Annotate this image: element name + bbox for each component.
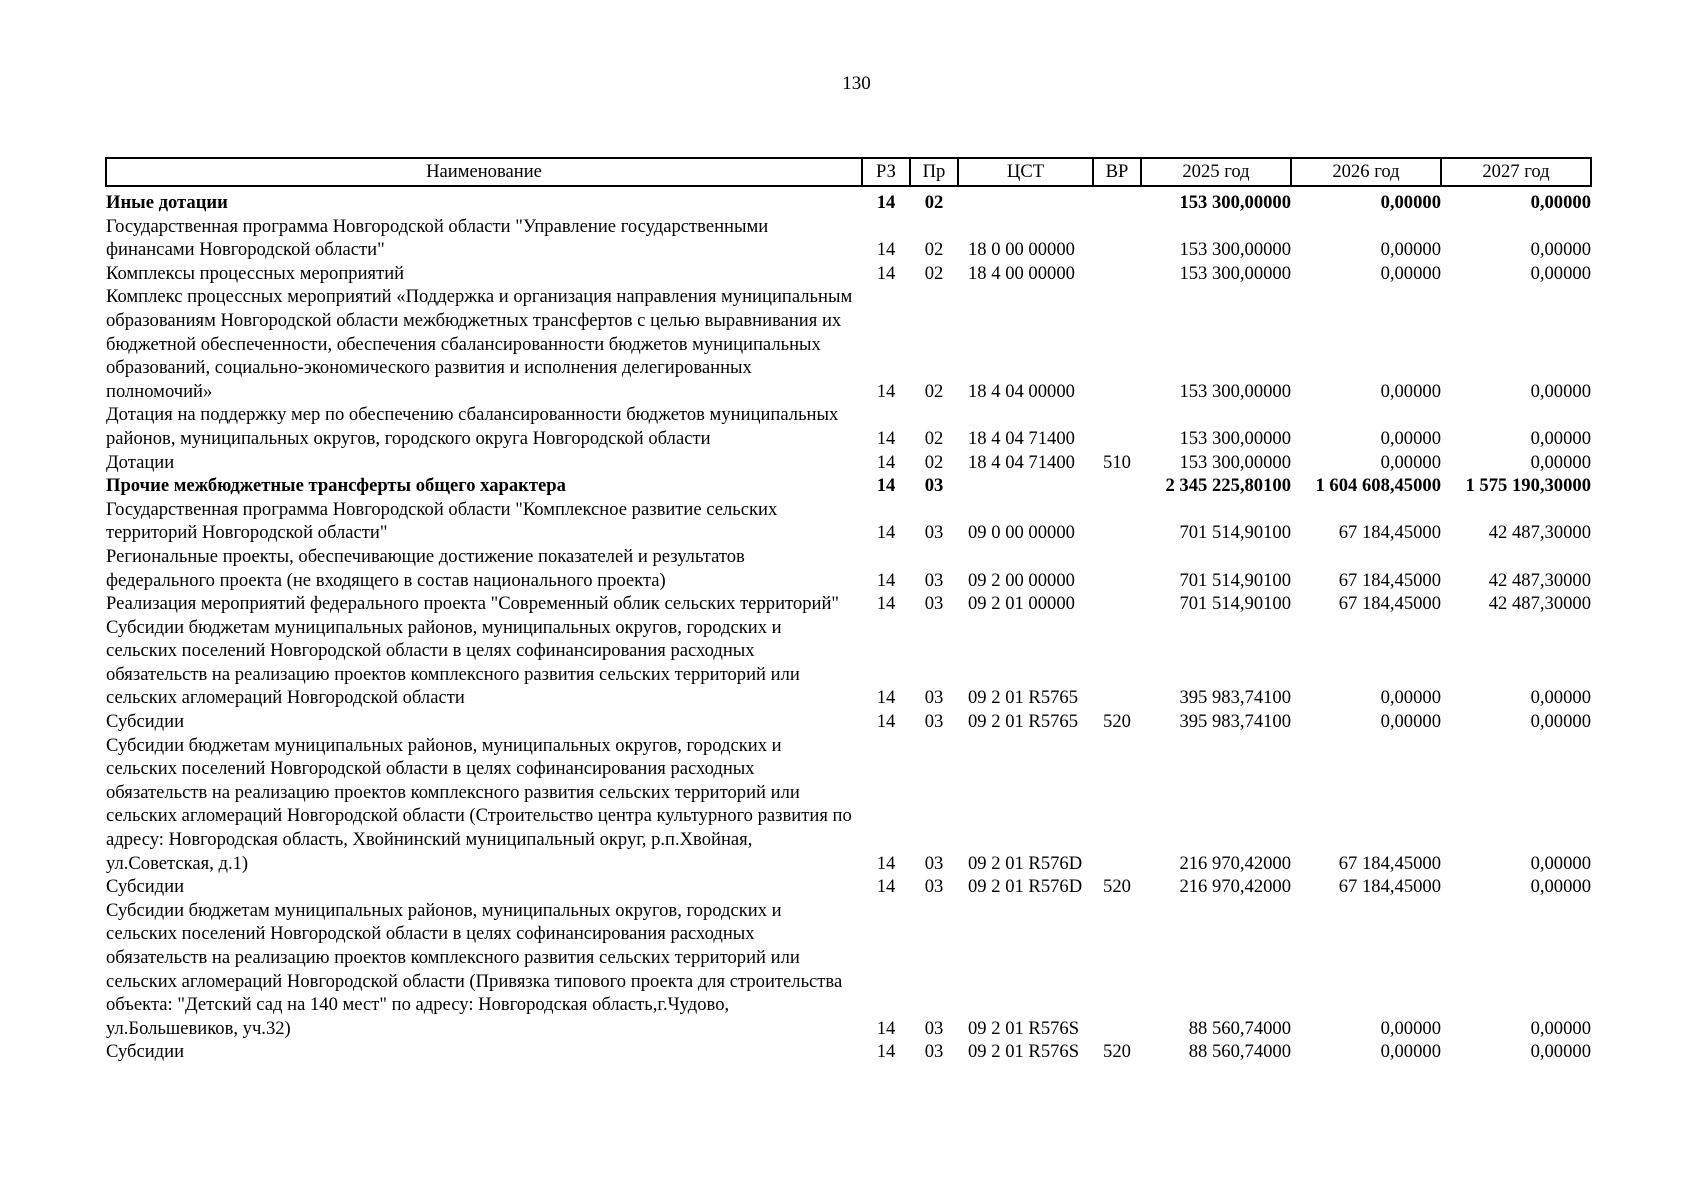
row-cst: 18 4 04 71400 bbox=[968, 427, 1075, 449]
table-row bbox=[106, 875, 1591, 899]
row-2025: 216 970,42000 bbox=[1179, 876, 1291, 898]
row-2027: 0,00000 bbox=[1530, 262, 1591, 284]
row-name: Дотация на поддержку мер по обеспечению сбалансированности бюджетов муниципальных районов, муниципальных округов, городского округа Новгородской области bbox=[106, 404, 839, 449]
row-2026: 0,00000 bbox=[1380, 451, 1441, 473]
table-row bbox=[106, 215, 1591, 262]
row-2025: 153 300,00000 bbox=[1179, 192, 1291, 213]
row-2027: 0,00000 bbox=[1530, 239, 1591, 261]
row-2027: 0,00000 bbox=[1530, 687, 1591, 709]
row-2025: 153 300,00000 bbox=[1179, 262, 1291, 284]
row-pr: 03 bbox=[924, 522, 944, 544]
row-2026: 1 604 608,45000 bbox=[1315, 475, 1441, 497]
header-vr: ВР bbox=[1093, 158, 1141, 186]
row-2027: 0,00000 bbox=[1530, 876, 1591, 898]
table-row bbox=[106, 474, 1591, 498]
row-pr: 02 bbox=[924, 239, 944, 261]
row-rz: 14 bbox=[876, 569, 896, 591]
row-2025: 395 983,74100 bbox=[1179, 711, 1291, 733]
row-cst bbox=[958, 474, 1093, 498]
budget-table bbox=[105, 157, 1592, 1064]
row-name: Государственная программа Новгородской области "Комплексное развитие сельских территорий Новгородской области" bbox=[106, 498, 778, 544]
table-row bbox=[106, 734, 1591, 876]
row-2026: 67 184,45000 bbox=[1338, 569, 1441, 591]
header-2026: 2026 год bbox=[1291, 158, 1441, 186]
table-row bbox=[106, 545, 1591, 592]
row-2027: 0,00000 bbox=[1530, 380, 1591, 402]
row-name: Государственная программа Новгородской области "Управление государственными финансами Новгородской области" bbox=[106, 215, 769, 261]
row-2027: 0,00000 bbox=[1530, 852, 1591, 874]
row-vr: 520 bbox=[1103, 876, 1131, 898]
row-vr: 520 bbox=[1103, 1041, 1131, 1063]
row-name: Прочие межбюджетные трансферты общего характера bbox=[106, 475, 566, 497]
row-pr: 03 bbox=[924, 1041, 944, 1063]
row-2026: 67 184,45000 bbox=[1338, 593, 1441, 615]
row-name: Субсидии бюджетам муниципальных районов, муниципальных округов, городских и сельских поселений Новгородской области в целях софинансирования расходных обязательств на реализацию проектов комплексного развития сельских территорий или сельских агломераций Новгородской области (Строительство центра культурного развития по адресу: Новгородская область, Хвойнинский муниципальный округ, р.п.Хвойная, ул.Советская, д.1) bbox=[106, 734, 852, 874]
page-number: 130 bbox=[842, 73, 871, 94]
row-cst: 09 2 01 R576D bbox=[968, 852, 1083, 874]
row-cst: 09 2 01 R5765 bbox=[968, 711, 1079, 733]
row-2025: 88 560,74000 bbox=[1188, 1017, 1291, 1039]
row-rz: 14 bbox=[876, 1017, 896, 1039]
row-2025: 701 514,90100 bbox=[1179, 593, 1291, 615]
row-rz: 14 bbox=[876, 239, 896, 261]
row-rz: 14 bbox=[876, 451, 896, 473]
row-2027: 0,00000 bbox=[1530, 192, 1591, 213]
row-rz: 14 bbox=[876, 427, 896, 449]
row-cst: 09 2 00 00000 bbox=[968, 569, 1075, 591]
row-pr: 03 bbox=[924, 852, 944, 874]
row-cst: 09 2 01 R576S bbox=[968, 1041, 1080, 1063]
row-pr: 03 bbox=[924, 687, 944, 709]
row-2025: 701 514,90100 bbox=[1179, 569, 1291, 591]
row-pr: 02 bbox=[924, 192, 944, 213]
row-2026: 0,00000 bbox=[1380, 1017, 1441, 1039]
row-name: Дотации bbox=[106, 451, 175, 473]
row-2025: 153 300,00000 bbox=[1179, 239, 1291, 261]
row-name: Комплекс процессных мероприятий «Поддержка и организация направления муниципальным образованиям Новгородской области межбюджетных трансфертов с целью выравнивания их бюджетной обеспеченности, обеспечения сбалансированности бюджетов муниципальных образований, социально-экономического развития и исполнения делегированных полномочий» bbox=[106, 286, 853, 402]
row-cst: 09 2 01 R576S bbox=[968, 1017, 1080, 1039]
row-pr: 02 bbox=[924, 262, 944, 284]
header-name: Наименование bbox=[106, 158, 862, 186]
row-name: Иные дотации bbox=[106, 192, 228, 213]
row-pr: 02 bbox=[924, 451, 944, 473]
row-name: Реализация мероприятий федерального проекта "Современный облик сельских территорий" bbox=[106, 593, 840, 615]
row-vr bbox=[1093, 474, 1141, 498]
row-2027: 42 487,30000 bbox=[1488, 522, 1591, 544]
row-vr: 520 bbox=[1103, 711, 1131, 733]
row-pr: 03 bbox=[924, 475, 944, 497]
row-vr bbox=[1093, 616, 1141, 710]
row-pr: 02 bbox=[924, 380, 944, 402]
row-rz: 14 bbox=[876, 1041, 896, 1063]
row-2026: 67 184,45000 bbox=[1338, 852, 1441, 874]
row-pr: 02 bbox=[924, 427, 944, 449]
row-2025: 216 970,42000 bbox=[1179, 852, 1291, 874]
row-rz: 14 bbox=[876, 593, 896, 615]
row-cst: 09 2 01 R576D bbox=[968, 876, 1083, 898]
header-rz: РЗ bbox=[862, 158, 910, 186]
table-row bbox=[106, 451, 1591, 475]
row-2026: 67 184,45000 bbox=[1338, 522, 1441, 544]
row-2025: 2 345 225,80100 bbox=[1165, 475, 1291, 497]
row-vr: 510 bbox=[1103, 451, 1131, 473]
row-name: Субсидии бюджетам муниципальных районов, муниципальных округов, городских и сельских поселений Новгородской области в целях софинансирования расходных обязательств на реализацию проектов комплексного развития сельских территорий или сельских агломераций Новгородской области bbox=[106, 616, 800, 709]
row-pr: 03 bbox=[924, 876, 944, 898]
row-vr bbox=[1093, 403, 1141, 450]
table-row bbox=[106, 1040, 1591, 1064]
row-2027: 1 575 190,30000 bbox=[1465, 475, 1591, 497]
table-row bbox=[106, 899, 1591, 1041]
row-cst: 18 4 04 00000 bbox=[968, 380, 1075, 402]
row-vr bbox=[1093, 734, 1141, 876]
table-row bbox=[106, 592, 1591, 616]
row-2027: 0,00000 bbox=[1530, 1017, 1591, 1039]
row-rz: 14 bbox=[876, 192, 896, 213]
row-name: Региональные проекты, обеспечивающие достижение показателей и результатов федерального проекта (не входящего в состав национального проекта) bbox=[106, 545, 745, 591]
row-2027: 42 487,30000 bbox=[1488, 569, 1591, 591]
table-row bbox=[106, 710, 1591, 734]
table-row bbox=[106, 616, 1591, 710]
row-vr bbox=[1093, 285, 1141, 403]
row-2026: 0,00000 bbox=[1380, 1041, 1441, 1063]
row-rz: 14 bbox=[876, 522, 896, 544]
table-header-row bbox=[106, 158, 1591, 186]
header-cst: ЦСТ bbox=[958, 158, 1093, 186]
row-vr bbox=[1093, 262, 1141, 286]
row-vr bbox=[1093, 545, 1141, 592]
row-pr: 03 bbox=[924, 569, 944, 591]
table-row bbox=[106, 403, 1591, 450]
table-row bbox=[106, 285, 1591, 403]
row-2026: 0,00000 bbox=[1380, 262, 1441, 284]
row-2025: 153 300,00000 bbox=[1179, 427, 1291, 449]
row-cst: 18 0 00 00000 bbox=[968, 239, 1075, 261]
row-2026: 0,00000 bbox=[1380, 380, 1441, 402]
row-rz: 14 bbox=[876, 262, 896, 284]
row-2025: 153 300,00000 bbox=[1179, 451, 1291, 473]
row-2027: 0,00000 bbox=[1530, 451, 1591, 473]
row-rz: 14 bbox=[876, 475, 896, 497]
row-vr bbox=[1093, 186, 1141, 215]
row-2027: 0,00000 bbox=[1530, 427, 1591, 449]
row-name: Комплексы процессных мероприятий bbox=[106, 262, 405, 284]
row-2027: 0,00000 bbox=[1530, 711, 1591, 733]
row-2025: 88 560,74000 bbox=[1188, 1041, 1291, 1063]
row-vr bbox=[1093, 215, 1141, 262]
row-2027: 0,00000 bbox=[1530, 1041, 1591, 1063]
row-cst: 18 4 00 00000 bbox=[968, 262, 1075, 284]
row-2026: 0,00000 bbox=[1380, 239, 1441, 261]
row-rz: 14 bbox=[876, 380, 896, 402]
row-vr bbox=[1093, 899, 1141, 1041]
row-2025: 395 983,74100 bbox=[1179, 687, 1291, 709]
header-2025: 2025 год bbox=[1141, 158, 1291, 186]
row-2026: 0,00000 bbox=[1380, 711, 1441, 733]
row-2025: 153 300,00000 bbox=[1179, 380, 1291, 402]
row-cst: 09 2 01 R5765 bbox=[968, 687, 1079, 709]
row-name: Субсидии бюджетам муниципальных районов, муниципальных округов, городских и сельских поселений Новгородской области в целях софинансирования расходных обязательств на реализацию проектов комплексного развития сельских территорий или сельских агломераций Новгородской области (Привязка типового проекта для строительства объекта: "Детский сад на 140 мест" по адресу: Новгородская область,г.Чудово, ул.Большевиков, уч.32) bbox=[106, 899, 843, 1039]
row-vr bbox=[1093, 592, 1141, 616]
row-name: Субсидии bbox=[106, 711, 185, 733]
header-pr: Пр bbox=[910, 158, 958, 186]
row-name: Субсидии bbox=[106, 876, 185, 898]
row-rz: 14 bbox=[876, 687, 896, 709]
row-cst bbox=[958, 186, 1093, 215]
table-row bbox=[106, 498, 1591, 545]
row-2027: 42 487,30000 bbox=[1488, 593, 1591, 615]
table-row bbox=[106, 186, 1591, 215]
row-2026: 0,00000 bbox=[1380, 192, 1441, 213]
row-pr: 03 bbox=[924, 593, 944, 615]
header-2027: 2027 год bbox=[1441, 158, 1591, 186]
row-cst: 18 4 04 71400 bbox=[968, 451, 1075, 473]
table-row bbox=[106, 262, 1591, 286]
row-2025: 701 514,90100 bbox=[1179, 522, 1291, 544]
row-pr: 03 bbox=[924, 711, 944, 733]
row-cst: 09 0 00 00000 bbox=[968, 522, 1075, 544]
row-rz: 14 bbox=[876, 876, 896, 898]
row-rz: 14 bbox=[876, 711, 896, 733]
row-rz: 14 bbox=[876, 852, 896, 874]
row-2026: 0,00000 bbox=[1380, 687, 1441, 709]
row-2026: 67 184,45000 bbox=[1338, 876, 1441, 898]
row-pr: 03 bbox=[924, 1017, 944, 1039]
row-vr bbox=[1093, 498, 1141, 545]
row-cst: 09 2 01 00000 bbox=[968, 593, 1075, 615]
row-2026: 0,00000 bbox=[1380, 427, 1441, 449]
row-name: Субсидии bbox=[106, 1041, 185, 1063]
